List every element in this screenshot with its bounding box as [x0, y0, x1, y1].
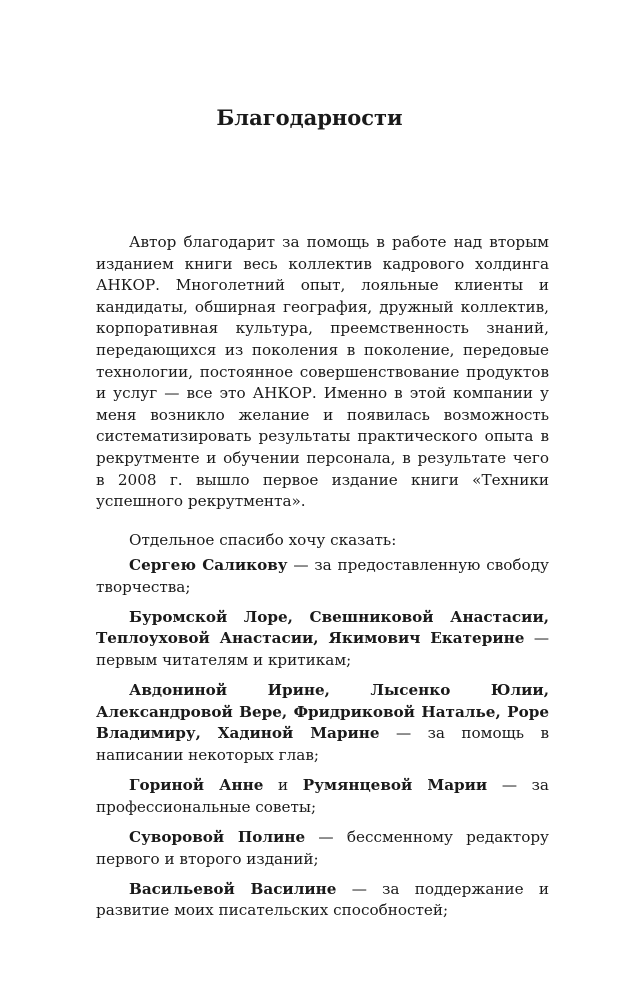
thanks-text: — за поддержание и развитие моих писательских способностей; — [96, 879, 550, 920]
thanks-names: Авдониной Ирине, Лысенко Юлии, Александровой Вере, Фридриковой Наталье, Роре Владимиру, Хадиной Марине — [96, 681, 549, 743]
thanks-item — [96, 607, 549, 672]
thanks-text: — за помощь в написании некоторых глав; — [96, 724, 549, 764]
thanks-names: Буромской Лоре, Свешниковой Анастасии, Теплоуховой Анастасии, Якимович Екатерине — [96, 607, 549, 648]
thanks-item — [96, 555, 549, 598]
thanks-list — [96, 555, 549, 930]
thanks-names: Гориной Анне — [129, 776, 264, 795]
thanks-item — [96, 879, 549, 922]
thanks-text: — бессменному редактору первого и второго изданий; — [96, 827, 549, 868]
thanks-intro: Отдельное спасибо хочу сказать: — [129, 531, 397, 549]
thanks-text: — за профессиональные советы; — [96, 776, 549, 816]
body-paragraph: Автор благодарит за помощь в работе над вторым изданием книги весь коллектив кадрового холдинга АНКОР. Многолетний опыт, лояльные клиенты и кандидаты, обширная география, дружный коллектив, корпоративная культура, преемственность знаний, передающихся из поколения в поколение, передовые технологии, постоянное совершенствование продуктов и услуг — все это АНКОР. Именно в этой компании у меня возникло желание и появилась возможность систематизировать результаты практического опыта в рекрутменте и обучении персонала, в результате чего в 2008 г. вышло первое издание книги «Техники успешного рекрутмента». — [96, 233, 549, 511]
thanks-connector: и — [263, 776, 303, 795]
thanks-item — [96, 827, 549, 870]
thanks-item — [96, 775, 549, 818]
page-title: Благодарности — [216, 105, 403, 130]
thanks-names-second: Румянцевой Марии — [302, 776, 488, 795]
thanks-names: Суворовой Полине — [129, 827, 306, 846]
thanks-item — [96, 680, 549, 766]
thanks-names: Васильевой Василине — [129, 879, 337, 898]
thanks-text: — первым читателям и критикам; — [96, 629, 550, 669]
thanks-names: Сергею Саликову — [129, 556, 288, 574]
thanks-text: — за предоставленную свободу творчества; — [96, 556, 549, 596]
